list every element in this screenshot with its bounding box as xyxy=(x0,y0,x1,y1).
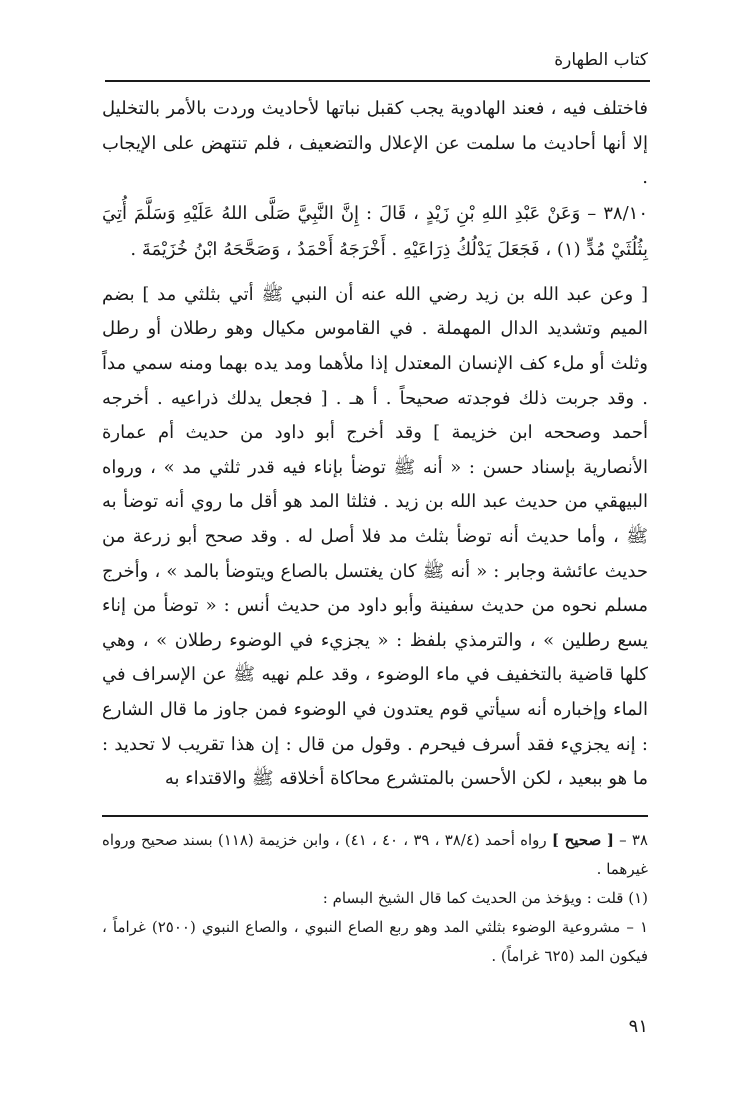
note-one-point-one: ١ – مشروعية الوضوء بثلثي المد وهو ربع الصاع النبوي ، والصاع النبوي (٢٥٠٠) غراماً ، فيكون المد (٦٢٥ غراماً) . xyxy=(102,918,649,965)
intro-paragraph: فاختلف فيه ، فعند الهادوية يجب كقبل نباتها لأحاديث وردت بالأمر بالتخليل إلا أنها أحاديث ما سلمت عن الإعلال والتضعيف ، فلم تنتهض على الإيجاب . xyxy=(102,98,648,189)
hadith-paragraph xyxy=(102,196,648,268)
footnotes xyxy=(102,826,648,971)
footnote-divider xyxy=(102,815,648,817)
running-header: كتاب الطهارة xyxy=(554,50,648,70)
header-divider xyxy=(105,80,650,82)
note-one: (١) قلت : ويؤخذ من الحديث كما قال الشيخ البسام : xyxy=(322,889,648,907)
hadith-text: وَعَنْ عَبْدِ اللهِ بْنِ زَيْدٍ ، قَالَ : إِنَّ النَّبِيَّ صَلَّى اللهُ عَلَيْهِ وَسَلَّمَ أُتِيَ بِثُلُثَيْ مُدٍّ xyxy=(102,202,648,260)
takhrij-number: ٣٨ – xyxy=(619,831,648,849)
hadith-tail: ، فَجَعَلَ يَدْلُكُ ذِرَاعَيْهِ . أَخْرَجَهُ أَحْمَدُ ، وَصَحَّحَهُ ابْنُ خُزَيْمَةَ . xyxy=(130,238,552,260)
footnote-marker: (١) xyxy=(556,238,581,260)
main-text xyxy=(102,92,648,797)
commentary-paragraph: [ وعن عبد الله بن زيد رضي الله عنه أن النبي ﷺ أتي بثلثي مد ] بضم الميم وتشديد الدال المهملة . في القاموس مكيال وهو رطلان أو رطل وثلث أو ملء كف الإنسان المعتدل إذا ملأهما ومد يده بهما ومنه سمي مداً . وقد جربت ذلك فوجدته صحيحاً . أ هـ . [ فجعل يدلك ذراعيه . أخرجه أحمد وصححه ابن خزيمة ] وقد أخرج أبو داود من حديث أم عمارة الأنصارية بإسناد حسن : « أنه ﷺ توضأ بإناء فيه قدر ثلثي مد » ، ورواه البيهقي من حديث عبد الله بن زيد . فثلثا المد هو أقل ما روي أنه توضأ به ﷺ ، وأما حديث أنه توضأ بثلث مد فلا أصل له . وقد صحح أبو زرعة من حديث عائشة وجابر : « أنه ﷺ كان يغتسل بالصاع ويتوضأ بالمد » ، وأخرج مسلم نحوه من حديث سفينة وأبو داود من حديث أنس : « توضأ من إناء يسع رطلين » ، والترمذي بلفظ : « يجزيء في الوضوء رطلان » ، وهي كلها قاضية بالتخفيف في ماء الوضوء ، وقد علم نهيه ﷺ عن الإسراف في الماء وإخباره أنه سيأتي قوم يعتدون في الوضوء فمن جاوز ما قال الشارع : إنه يجزيء فقد أسرف فيحرم . وقول من قال : إن هذا تقريب لا تحديد : ما هو ببعيد ، لكن الأحسن بالمتشرع محاكاة أخلاقه ﷺ والاقتداء به xyxy=(102,283,648,790)
takhrij-text: رواه أحمد (٣٨/٤ ، ٣٩ ، ٤٠ ، ٤١) ، وابن خزيمة (١١٨) بسند صحيح ورواه غيرهما . xyxy=(102,831,648,878)
hadith-number: ٣٨/١٠ – xyxy=(587,202,648,224)
takhrij-footnote xyxy=(102,826,648,884)
page-number: ٩١ xyxy=(628,1016,648,1037)
takhrij-grade: [ صحيح ] xyxy=(551,831,614,849)
